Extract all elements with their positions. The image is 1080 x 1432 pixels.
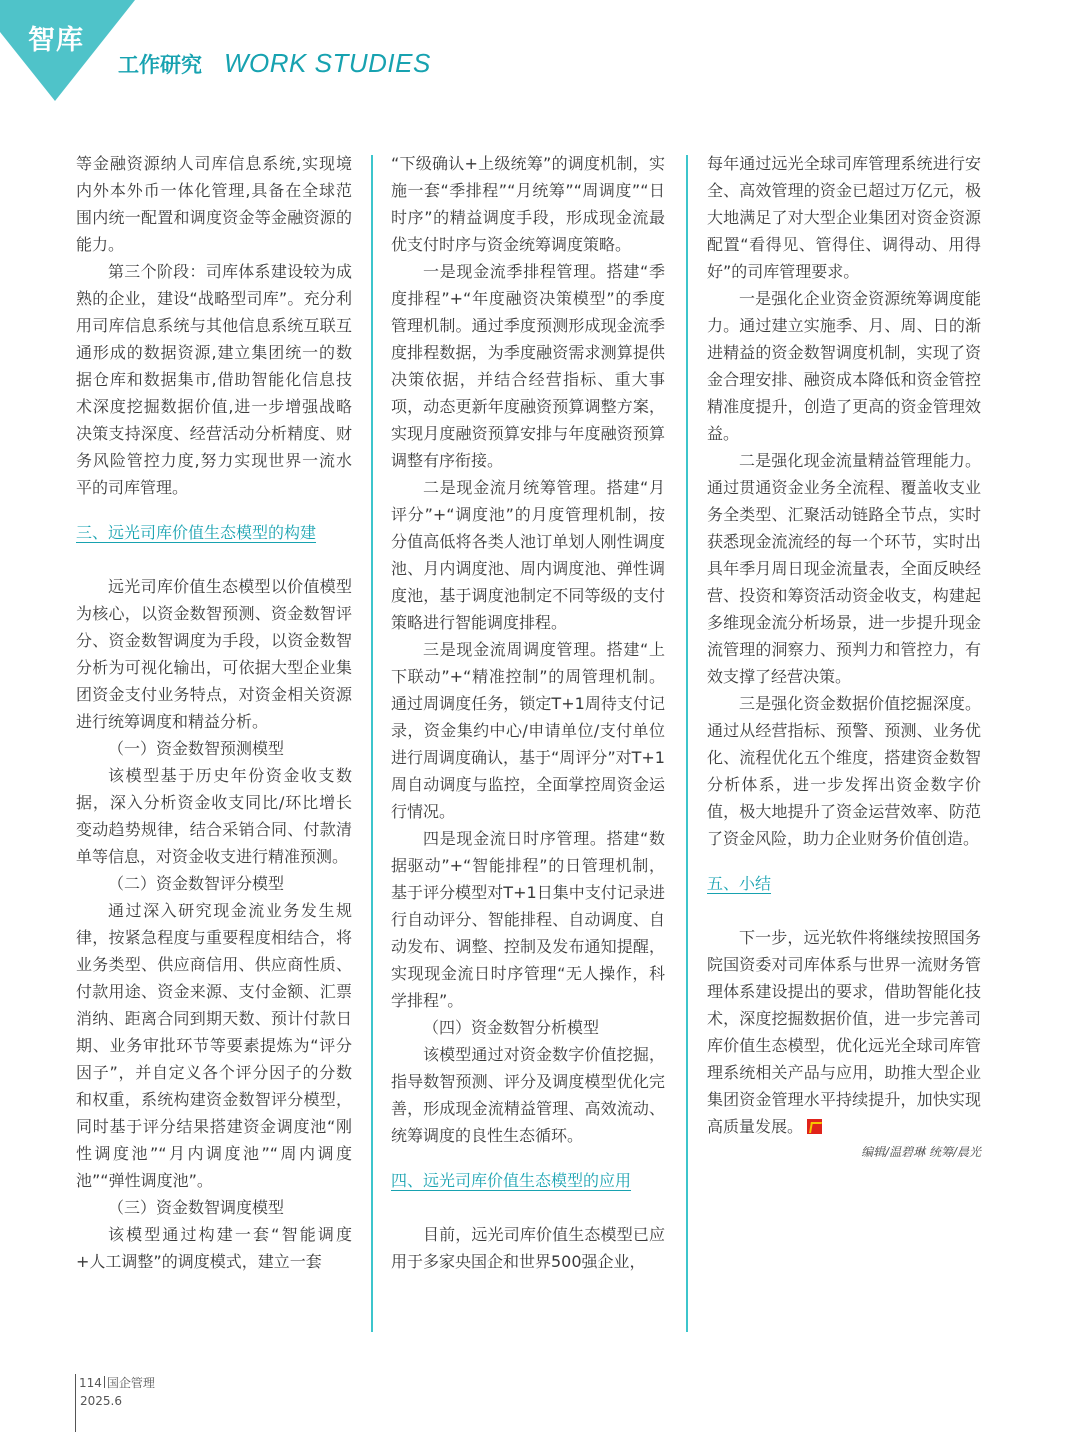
- paragraph: 二是强化现金流量精益管理能力。通过贯通资金业务全流程、覆盖收支业务全类型、汇聚活动链路全节点，实时获悉现金流流经的每一个环节，实时出具年季月周日现金流量表，全面反映经营、投资和筹资活动资金收支，构建起多维现金流分析场景，进一步提升现金流管理的洞察力、预判力和管控力，有效支撑了经营决策。: [707, 451, 981, 686]
- end-mark-icon: [807, 1119, 822, 1134]
- subheading: （二）资金数智评分模型: [108, 874, 285, 893]
- subheading: （一）资金数智预测模型: [108, 739, 285, 758]
- issue-date: 2025.6: [80, 1394, 122, 1408]
- subheading: （三）资金数智调度模型: [108, 1198, 285, 1217]
- paragraph: 二是现金流月统筹管理。搭建“月评分”+“调度池”的月度管理机制，按分值高低将各类人池订单划人刚性调度池、月内调度池、周内调度池、弹性调度池，基于调度池制定不同等级的支付策略进行智能调度排程。: [391, 478, 665, 632]
- paragraph: 远光司库价值生态模型以价值模型为核心，以资金数智预测、资金数智评分、资金数智调度为手段，以资金数智分析为可视化输出，可依据大型企业集团资金支付业务特点，对资金相关资源进行统筹调度和精益分析。: [76, 577, 352, 731]
- paragraph-conclusion: [707, 924, 981, 1140]
- paragraph: 三是现金流周调度管理。搭建“上下联动”+“精准控制”的周管理机制。通过周调度任务，锁定T+1周待支付记录，资金集约中心/申请单位/支付单位进行周调度确认，基于“周评分”对T+1周自动调度与监控，全面掌控周资金运行情况。: [391, 640, 665, 821]
- paragraph: “下级确认+上级统筹”的调度机制，实施一套“季排程”“月统筹”“周调度”“日时序”的精益调度手段，形成现金流最优支付时序与资金统筹调度策略。: [391, 154, 665, 254]
- magazine-name: 国企管理: [106, 1376, 155, 1390]
- column-divider: [371, 155, 373, 1332]
- section-heading-5: 五、小结: [707, 874, 772, 893]
- editor-credit: 编辑/温碧琳 统筹/晨光: [861, 1145, 981, 1159]
- section-heading-3: 三、远光司库价值生态模型的构建: [76, 523, 317, 542]
- page-footer: [76, 1374, 155, 1410]
- footer-separator: [104, 1376, 105, 1388]
- paragraph: 目前，远光司库价值生态模型已应用于多家央国企和世界500强企业，: [391, 1225, 665, 1271]
- article-column-2: [391, 150, 665, 1275]
- page-number: 114: [79, 1376, 102, 1390]
- paragraph-text: 下一步，远光软件将继续按照国务院国资委对司库体系与世界一流财务管理体系建设提出的要求，借助智能化技术，深度挖掘数据价值，进一步完善司库价值生态模型，优化远光全球司库管理系统相关产品与应用，助推大型企业集团资金管理水平持续提升，加快实现高质量发展。: [707, 928, 981, 1136]
- paragraph: 每年通过远光全球司库管理系统进行安全、高效管理的资金已超过万亿元，极大地满足了对大型企业集团对资金资源配置“看得见、管得住、调得动、用得好”的司库管理要求。: [707, 154, 981, 281]
- paragraph: 该模型通过构建一套“智能调度+人工调整”的调度模式，建立一套: [76, 1225, 352, 1271]
- section-title-en: WORK STUDIES: [224, 48, 431, 78]
- column-divider: [686, 155, 688, 1332]
- paragraph: 一是强化企业资金资源统筹调度能力。通过建立实施季、月、周、日的渐进精益的资金数智调度机制，实现了资金合理安排、融资成本降低和资金管控精准度提升，创造了更高的资金管理效益。: [707, 289, 981, 443]
- paragraph: 一是现金流季排程管理。搭建“季度排程”+“年度融资决策模型”的季度管理机制。通过季度预测形成现金流季度排程数据，为季度融资需求测算提供决策依据，并结合经营指标、重大事项，动态更新年度融资预算调整方案，实现月度融资预算安排与年度融资预算调整有序衔接。: [391, 262, 665, 470]
- article-column-3: [707, 150, 981, 1162]
- paragraph: 第三个阶段：司库体系建设较为成熟的企业，建设“战略型司库”。充分利用司库信息系统与其他信息系统互联互通形成的数据资源,建立集团统一的数据仓库和数据集市,借助智能化信息技术深度挖掘数据价值,进一步增强战略决策支持深度、经营活动分析精度、财务风险管控力度,努力实现世界一流水平的司库管理。: [76, 262, 352, 497]
- paragraph: 通过深入研究现金流业务发生规律，按紧急程度与重要程度相结合，将业务类型、供应商信用、供应商性质、付款用途、资金来源、支付金额、汇票消纳、距离合同到期天数、预计付款日期、业务审批环节等要素提炼为“评分因子”，并自定义各个评分因子的分数和权重，系统构建资金数智评分模型，同时基于评分结果搭建资金调度池“刚性调度池”“月内调度池”“周内调度池”“弹性调度池”。: [76, 901, 352, 1190]
- paragraph: 该模型通过对资金数字价值挖掘，指导数智预测、评分及调度模型优化完善，形成现金流精益管理、高效流动、统筹调度的良性生态循环。: [391, 1045, 665, 1145]
- section-heading-4: 四、远光司库价值生态模型的应用: [391, 1171, 632, 1190]
- section-title-cn: 工作研究: [118, 52, 202, 77]
- paragraph: 等金融资源纳人司库信息系统,实现境内外本外币一体化管理,具备在全球范围内统一配置和调度资金等金融资源的能力。: [76, 154, 352, 254]
- article-column-1: [76, 150, 352, 1275]
- column-tag: 智库: [28, 25, 84, 56]
- subheading: （四）资金数智分析模型: [423, 1018, 600, 1037]
- paragraph: 该模型基于历史年份资金收支数据，深入分析资金收支同比/环比增长变动趋势规律，结合采销合同、付款清单等信息，对资金收支进行精准预测。: [76, 766, 352, 866]
- paragraph: 四是现金流日时序管理。搭建“数据驱动”+“智能排程”的日管理机制，基于评分模型对T+1日集中支付记录进行自动评分、智能排程、自动调度、自动发布、调整、控制及发布通知提醒，实现现金流日时序管理“无人操作，科学排程”。: [391, 829, 665, 1010]
- paragraph: 三是强化资金数据价值挖掘深度。通过从经营指标、预警、预测、业务优化、流程优化五个维度，搭建资金数智分析体系，进一步发挥出资金数字价值，极大地提升了资金运营效率、防范了资金风险，助力企业财务价值创造。: [707, 694, 981, 848]
